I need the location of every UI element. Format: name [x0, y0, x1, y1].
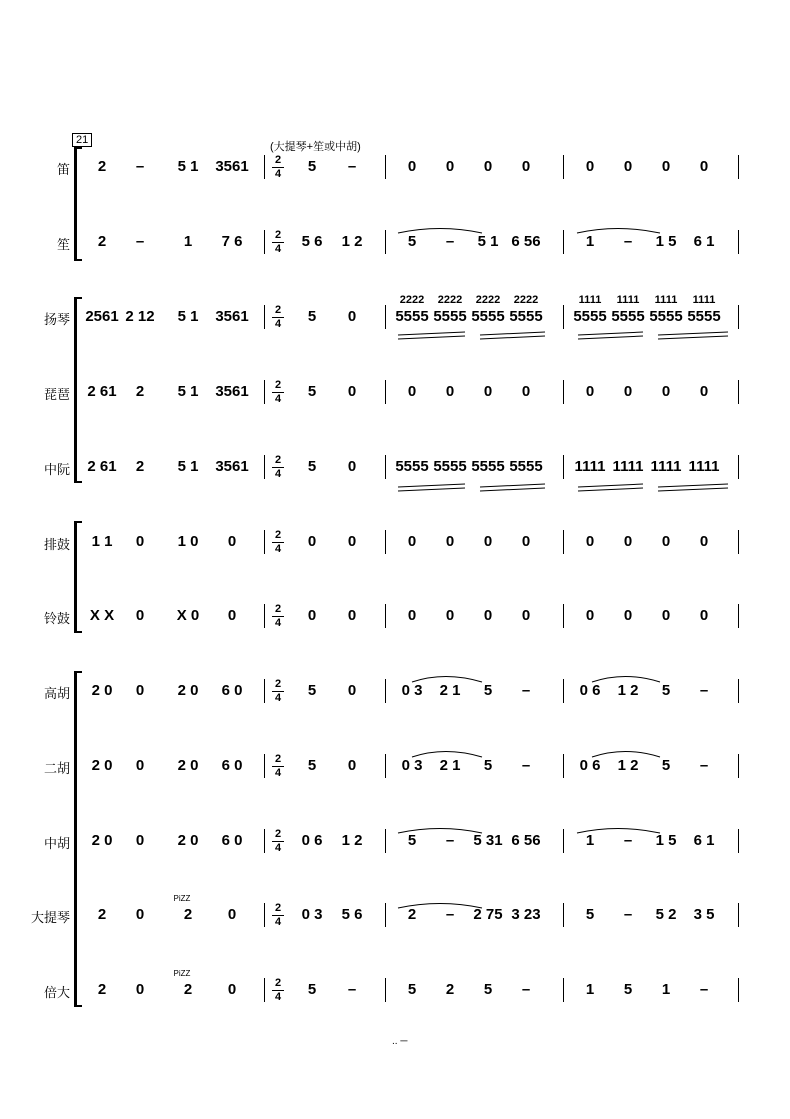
- note: –: [347, 981, 357, 998]
- note: 0: [521, 158, 531, 175]
- time-signature: 2 4: [272, 754, 284, 779]
- note: 3 23: [511, 906, 541, 923]
- note: 0: [661, 607, 671, 624]
- note: 0: [585, 607, 595, 624]
- note: 0: [227, 607, 237, 624]
- note: 5: [585, 906, 595, 923]
- note: 0: [445, 533, 455, 550]
- note: –: [699, 682, 709, 699]
- instrument-label: 倍大: [43, 985, 70, 1000]
- tie-sheng-m4: [577, 229, 660, 234]
- note: 3561: [215, 158, 249, 175]
- note: 0: [445, 607, 455, 624]
- note: 2: [97, 906, 107, 923]
- note: 1111: [650, 458, 682, 475]
- note: 1 2: [341, 832, 363, 849]
- note: 0: [521, 607, 531, 624]
- note: 5: [483, 981, 493, 998]
- note: 5555: [687, 308, 721, 325]
- note: 1 1: [91, 533, 113, 550]
- note: 0: [585, 533, 595, 550]
- instrument-label: 中阮: [43, 462, 70, 477]
- time-signature: 2 4: [272, 530, 284, 555]
- note: 1: [661, 981, 671, 998]
- note: 6 56: [511, 233, 541, 250]
- note: 5: [407, 981, 417, 998]
- tremolo-upper-note: 1111: [692, 294, 716, 306]
- slur-erhu-m4: [592, 752, 660, 758]
- note: 5 6: [341, 906, 363, 923]
- page-marks: .. ─: [392, 1036, 408, 1047]
- note: 0 6: [579, 757, 601, 774]
- note: 0: [347, 682, 357, 699]
- note: 0: [521, 533, 531, 550]
- note: 0: [347, 757, 357, 774]
- instrument-label: 扬琴: [43, 312, 70, 327]
- note: 2 1: [439, 682, 461, 699]
- note: 5 6: [301, 233, 323, 250]
- note: 5: [307, 383, 317, 400]
- note: 5 2: [655, 906, 677, 923]
- note: 5555: [611, 308, 645, 325]
- note: 1: [183, 233, 193, 250]
- note: 0: [135, 533, 145, 550]
- note: 2: [135, 458, 145, 475]
- time-signature: 2 4: [272, 903, 284, 928]
- instrumentation-annotation: (大提琴+笙或中胡): [270, 141, 361, 153]
- note: 6 1: [693, 233, 715, 250]
- note: 0: [135, 832, 145, 849]
- tie-zhonghu-m4: [577, 829, 660, 834]
- instrument-label: 高胡: [43, 686, 70, 701]
- note: 5555: [649, 308, 683, 325]
- tremolo-upper-note: 2222: [475, 294, 501, 306]
- note: 5 1: [177, 383, 199, 400]
- note: –: [445, 832, 455, 849]
- tie-cello-m3: [398, 904, 482, 909]
- note: 3561: [215, 308, 249, 325]
- note: –: [347, 158, 357, 175]
- time-signature: 2 4: [272, 679, 284, 704]
- note: 0: [347, 383, 357, 400]
- instrument-label: 二胡: [43, 761, 70, 776]
- note: 1 2: [617, 682, 639, 699]
- note: 2 12: [125, 308, 155, 325]
- note: 2 0: [177, 757, 199, 774]
- note: 7 6: [221, 233, 243, 250]
- tremolo-upper-note: 2222: [513, 294, 539, 306]
- tremolo-upper-note: 1111: [578, 294, 602, 306]
- note: 0: [585, 158, 595, 175]
- note: –: [623, 906, 633, 923]
- note: 2 0: [177, 682, 199, 699]
- note: 3561: [215, 458, 249, 475]
- note: 2 1: [439, 757, 461, 774]
- note: 0: [483, 383, 493, 400]
- note: 0 3: [301, 906, 323, 923]
- note: 2 0: [91, 832, 113, 849]
- note: 5: [407, 233, 417, 250]
- note: –: [699, 981, 709, 998]
- note: 1 0: [177, 533, 199, 550]
- note: –: [445, 906, 455, 923]
- note: –: [699, 757, 709, 774]
- note: 6 56: [511, 832, 541, 849]
- note: –: [135, 233, 145, 250]
- tremolo-upper-note: 1111: [616, 294, 640, 306]
- pizz-mark: PiZZ: [173, 969, 191, 978]
- slur-gaohu-m4: [592, 677, 660, 683]
- note: 0: [227, 981, 237, 998]
- note: 5: [307, 757, 317, 774]
- note: 1: [585, 832, 595, 849]
- note: 5 31: [473, 832, 503, 849]
- tie-sheng-m3: [398, 229, 482, 234]
- note: 0: [135, 906, 145, 923]
- note: 5: [623, 981, 633, 998]
- note: 5555: [433, 458, 467, 475]
- note: 0: [623, 533, 633, 550]
- time-signature: 2 4: [272, 305, 284, 330]
- slur-gaohu-m3: [412, 677, 482, 683]
- time-signature: 2 4: [272, 155, 284, 180]
- note: 5 1: [477, 233, 499, 250]
- note: 5: [483, 757, 493, 774]
- note: 5555: [395, 308, 429, 325]
- note: 0: [483, 158, 493, 175]
- note: X X: [89, 607, 115, 624]
- note: 0: [307, 607, 317, 624]
- note: 0: [661, 383, 671, 400]
- note: 2: [183, 981, 193, 998]
- note: 0: [407, 533, 417, 550]
- note: 5555: [573, 308, 607, 325]
- note: 1: [585, 233, 595, 250]
- note: 2 0: [91, 757, 113, 774]
- note: 0: [483, 607, 493, 624]
- note: 1111: [612, 458, 644, 475]
- tie-zhonghu-m3: [398, 829, 482, 834]
- tremolo-upper-note: 2222: [437, 294, 463, 306]
- note: 1 2: [341, 233, 363, 250]
- note: 0: [483, 533, 493, 550]
- note: 0: [445, 383, 455, 400]
- note: –: [623, 233, 633, 250]
- note: 0: [521, 383, 531, 400]
- note: 5555: [471, 458, 505, 475]
- time-signature: 2 4: [272, 978, 284, 1003]
- time-signature: 2 4: [272, 604, 284, 629]
- time-signature: 2 4: [272, 829, 284, 854]
- note: 0: [699, 533, 709, 550]
- note: 2561: [85, 308, 119, 325]
- note: 2: [97, 981, 107, 998]
- note: 0: [347, 607, 357, 624]
- note: 1111: [688, 458, 720, 475]
- instrument-label: 铃鼓: [43, 611, 70, 626]
- note: –: [135, 158, 145, 175]
- note: 5: [307, 158, 317, 175]
- tremolo-upper-note: 2222: [399, 294, 425, 306]
- note: 0: [699, 607, 709, 624]
- note: 0 6: [579, 682, 601, 699]
- pizz-mark: PiZZ: [173, 894, 191, 903]
- note: 0: [699, 383, 709, 400]
- note: 1111: [574, 458, 606, 475]
- note: X 0: [176, 607, 200, 624]
- note: 5 1: [177, 158, 199, 175]
- note: 2 61: [87, 458, 117, 475]
- note: 6 0: [221, 757, 243, 774]
- note: 5: [307, 682, 317, 699]
- note: 5: [307, 308, 317, 325]
- note: 2: [183, 906, 193, 923]
- instrument-label: 笛: [56, 162, 70, 177]
- note: 5: [307, 458, 317, 475]
- note: 6 1: [693, 832, 715, 849]
- note: 0: [135, 981, 145, 998]
- note: 0 6: [301, 832, 323, 849]
- instrument-label: 中胡: [43, 836, 70, 851]
- note: 5555: [471, 308, 505, 325]
- instrument-label: 排鼓: [43, 537, 70, 552]
- time-signature: 2 4: [272, 230, 284, 255]
- note: 2 0: [91, 682, 113, 699]
- instrument-label: 琵琶: [43, 387, 70, 402]
- note: 0: [135, 757, 145, 774]
- note: 2: [407, 906, 417, 923]
- note: 1: [585, 981, 595, 998]
- time-signature: 2 4: [272, 455, 284, 480]
- note: 1 2: [617, 757, 639, 774]
- note: 0: [347, 533, 357, 550]
- note: 6 0: [221, 682, 243, 699]
- note: –: [521, 981, 531, 998]
- note: 3561: [215, 383, 249, 400]
- note: 2: [445, 981, 455, 998]
- note: –: [445, 233, 455, 250]
- note: 0: [347, 308, 357, 325]
- note: 0: [445, 158, 455, 175]
- note: 0: [699, 158, 709, 175]
- note: 0: [135, 607, 145, 624]
- note: 2 75: [473, 906, 503, 923]
- note: 5 1: [177, 308, 199, 325]
- note: –: [521, 682, 531, 699]
- note: –: [623, 832, 633, 849]
- note: 5: [407, 832, 417, 849]
- note: 2: [97, 158, 107, 175]
- note: 5: [661, 682, 671, 699]
- note: 5: [483, 682, 493, 699]
- note: 0: [135, 682, 145, 699]
- note: 5555: [509, 458, 543, 475]
- note: 5555: [433, 308, 467, 325]
- note: 5 1: [177, 458, 199, 475]
- measure-number: 21: [72, 133, 92, 147]
- note: 2 0: [177, 832, 199, 849]
- note: 3 5: [693, 906, 715, 923]
- note: 0: [347, 458, 357, 475]
- instrument-label: 大提琴: [30, 910, 70, 925]
- instrument-label: 笙: [56, 237, 70, 252]
- note: 5: [307, 981, 317, 998]
- note: 0 3: [401, 757, 423, 774]
- note: 0: [623, 383, 633, 400]
- note: –: [521, 757, 531, 774]
- note: 0: [661, 158, 671, 175]
- note: 1 5: [655, 832, 677, 849]
- note: 0: [585, 383, 595, 400]
- note: 2: [97, 233, 107, 250]
- note: 0: [661, 533, 671, 550]
- note: 5: [661, 757, 671, 774]
- note: 1 5: [655, 233, 677, 250]
- note: 2: [135, 383, 145, 400]
- tremolo-upper-note: 1111: [654, 294, 678, 306]
- note: 0 3: [401, 682, 423, 699]
- note: 0: [407, 607, 417, 624]
- note: 0: [227, 533, 237, 550]
- note: 0: [407, 383, 417, 400]
- note: 0: [227, 906, 237, 923]
- slur-erhu-m3: [412, 752, 482, 758]
- note: 0: [307, 533, 317, 550]
- note: 6 0: [221, 832, 243, 849]
- note: 0: [623, 607, 633, 624]
- note: 5555: [395, 458, 429, 475]
- note: 0: [407, 158, 417, 175]
- note: 0: [623, 158, 633, 175]
- note: 2 61: [87, 383, 117, 400]
- note: 5555: [509, 308, 543, 325]
- time-signature: 2 4: [272, 380, 284, 405]
